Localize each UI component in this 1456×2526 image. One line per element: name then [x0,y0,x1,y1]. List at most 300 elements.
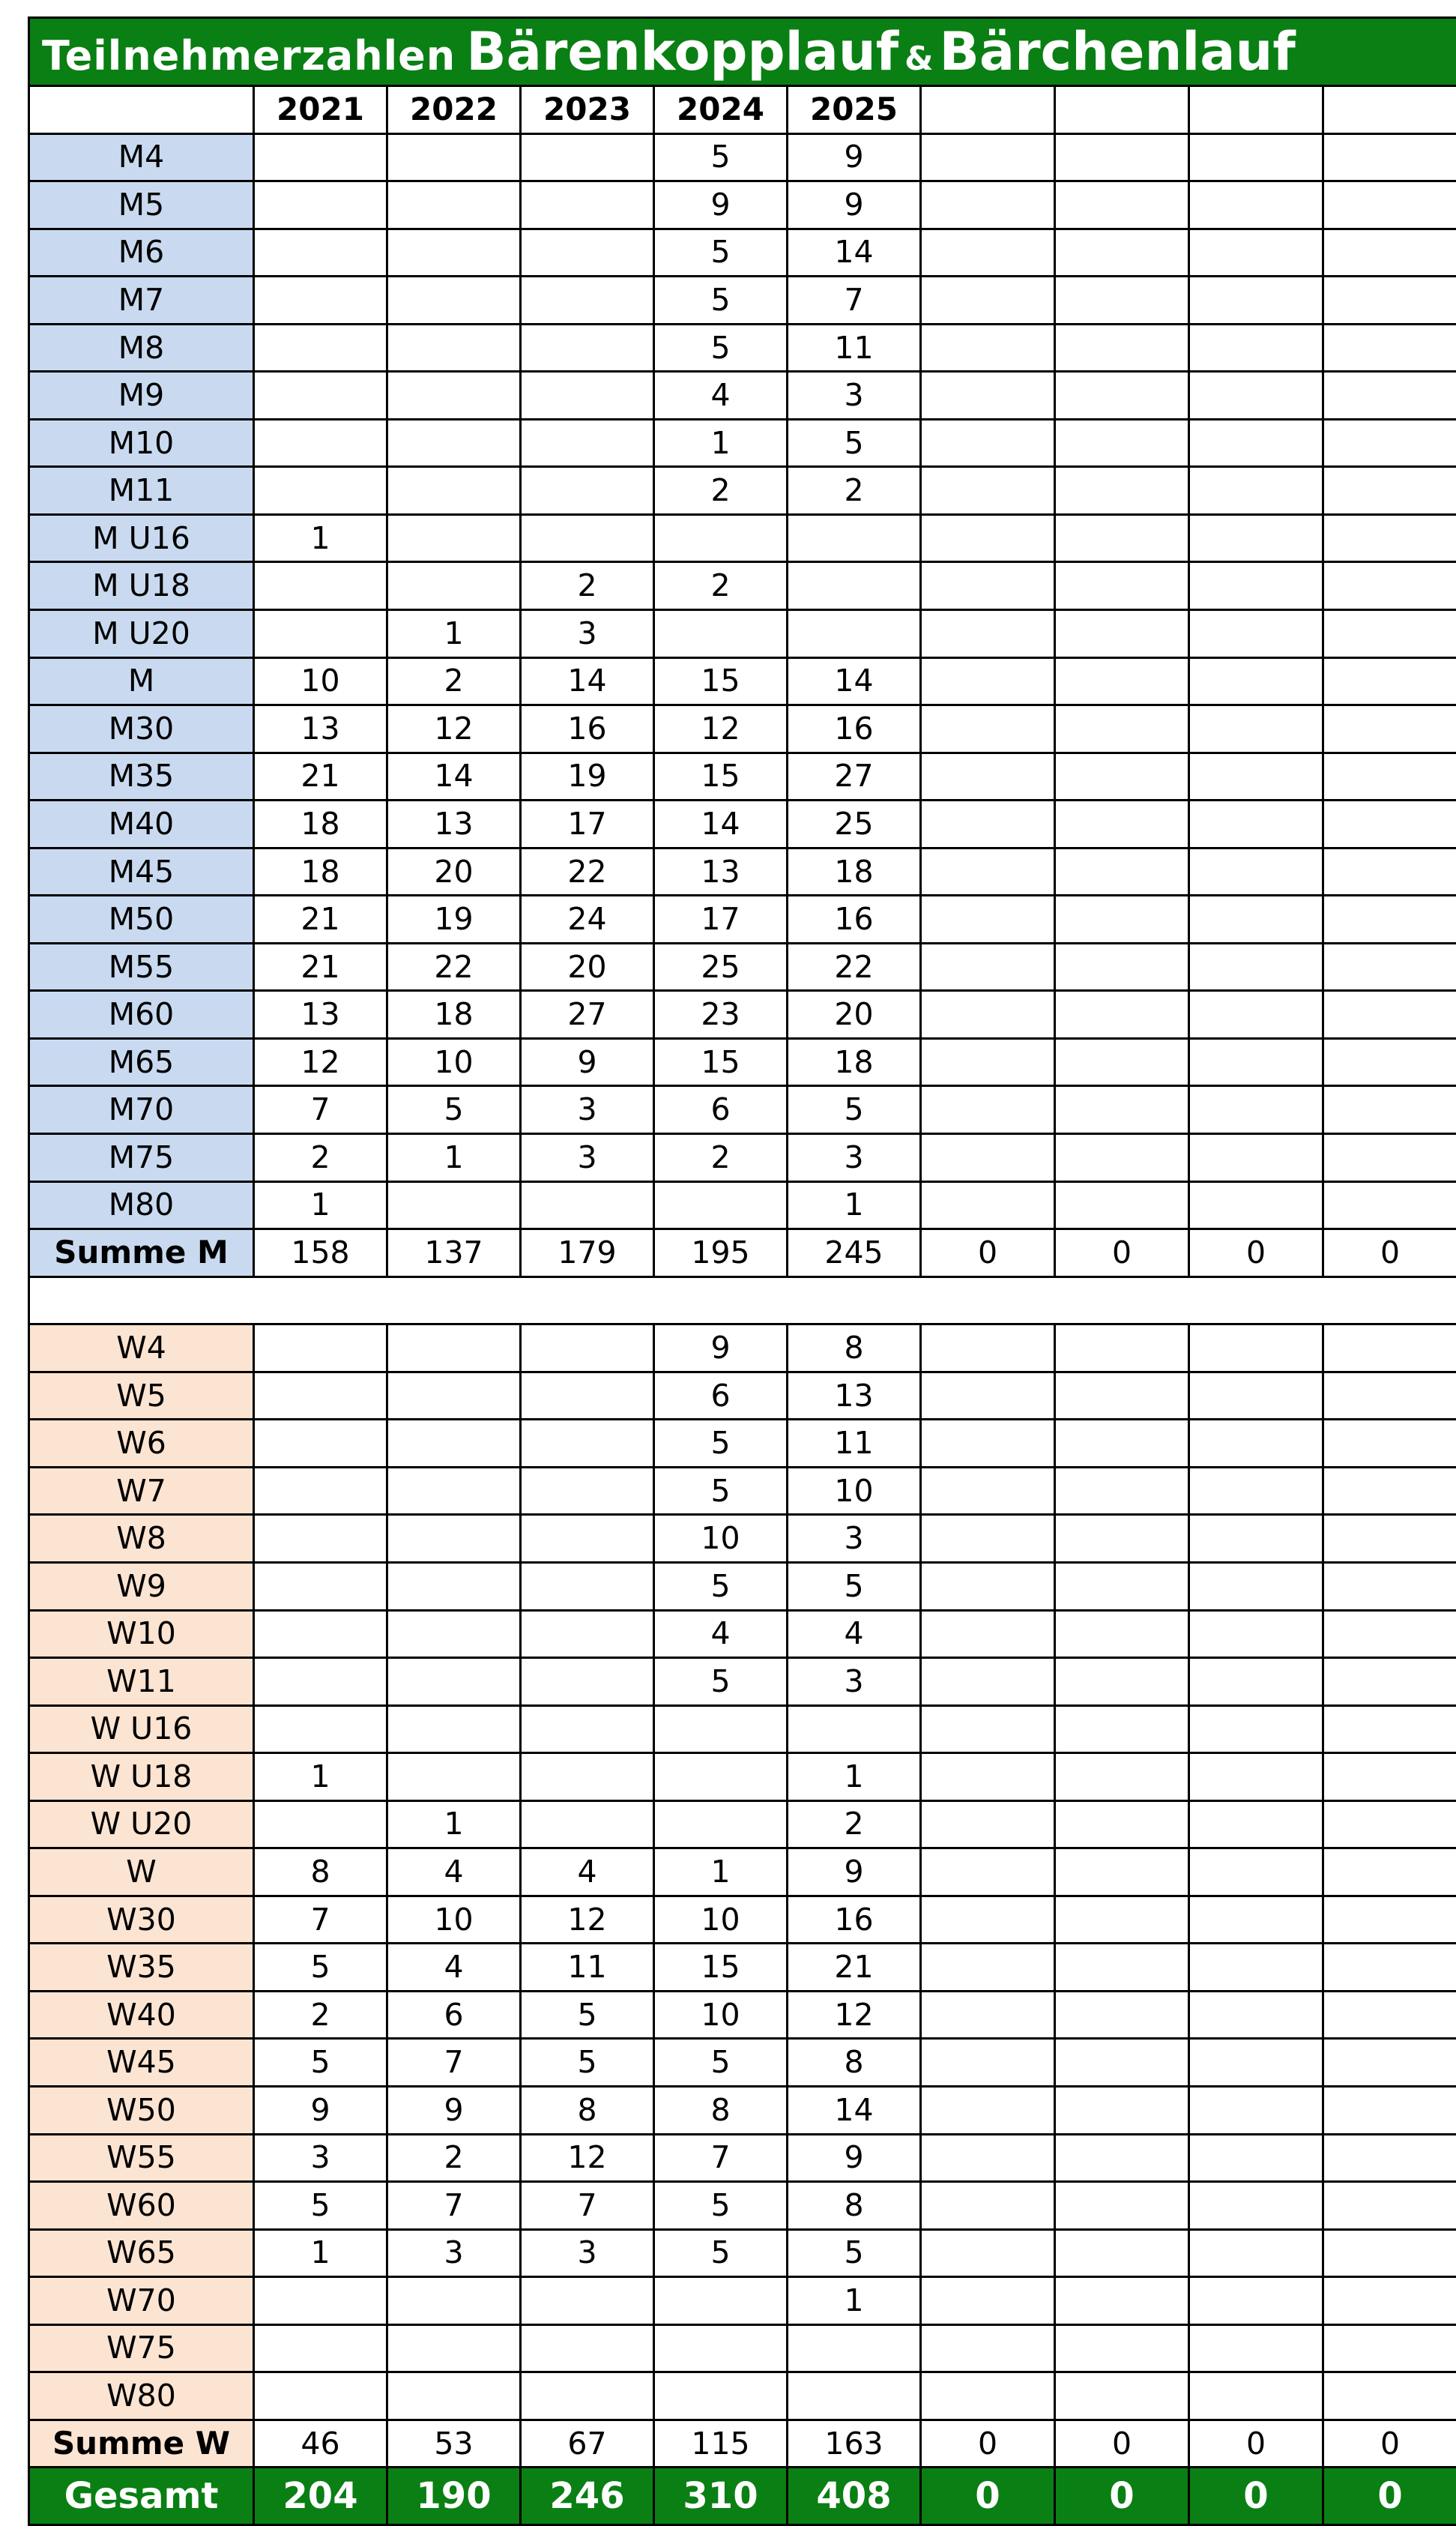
table-body [29,18,1456,2525]
count-cell [521,1610,654,1658]
count-cell: 3 [788,1515,921,1563]
count-cell [1323,1372,1456,1420]
category-label-men: M30 [29,705,254,753]
count-cell [387,419,521,467]
count-cell [1055,1467,1189,1515]
count-cell: 17 [521,801,654,848]
count-cell [1055,467,1189,515]
table-row [29,372,1456,420]
count-cell [1055,1181,1189,1229]
table-row [29,229,1456,277]
count-cell [1055,1562,1189,1610]
category-label-men: M70 [29,1086,254,1134]
count-cell: 7 [254,1896,387,1944]
count-cell [1189,1800,1323,1848]
table-row [29,1610,1456,1658]
category-label-men: M10 [29,419,254,467]
count-cell [387,467,521,515]
count-cell [788,1705,921,1753]
table-row [29,991,1456,1039]
category-label-women: W55 [29,2134,254,2182]
category-label-women: W45 [29,2039,254,2087]
count-cell [1055,1753,1189,1801]
count-cell: 13 [788,1372,921,1420]
table-row [29,324,1456,372]
count-cell [254,1705,387,1753]
category-label-men: M6 [29,229,254,277]
count-cell [921,991,1055,1039]
count-cell: 18 [387,991,521,1039]
count-cell [1055,1086,1189,1134]
count-cell [387,372,521,420]
count-cell [921,2086,1055,2134]
category-label-men: M65 [29,1038,254,1086]
count-cell [1323,181,1456,229]
category-label-men: M50 [29,896,254,944]
table-row [29,657,1456,705]
count-cell [1189,2372,1323,2420]
count-cell: 2 [788,1800,921,1848]
count-cell [387,1324,521,1372]
count-cell [1055,1372,1189,1420]
table-row [29,1896,1456,1944]
count-cell [254,1324,387,1372]
count-cell [521,2372,654,2420]
count-cell [1323,2277,1456,2325]
count-cell [254,1515,387,1563]
count-cell [1055,1038,1189,1086]
count-cell: 2 [387,2134,521,2182]
count-cell [921,467,1055,515]
table-row [29,1467,1456,1515]
count-cell [1055,1991,1189,2039]
count-cell [387,2277,521,2325]
count-cell [1189,1753,1323,1801]
count-cell [921,1181,1055,1229]
count-cell [1323,1753,1456,1801]
count-cell [521,419,654,467]
count-cell: 1 [254,1753,387,1801]
count-cell [1055,1610,1189,1658]
count-cell [254,1562,387,1610]
count-cell [1055,514,1189,562]
count-cell [921,229,1055,277]
count-cell: 20 [387,848,521,896]
total-cell: 204 [254,2468,387,2525]
count-cell: 5 [654,324,788,372]
count-cell [921,1753,1055,1801]
count-cell [1055,1420,1189,1468]
category-label-men: M60 [29,991,254,1039]
sum-cell-women: 0 [1189,2420,1323,2468]
table-row [29,801,1456,848]
count-cell [1189,1944,1323,1992]
count-cell [921,419,1055,467]
count-cell [521,1705,654,1753]
count-cell: 15 [654,657,788,705]
count-cell [1055,372,1189,420]
count-cell [1323,610,1456,658]
count-cell [1055,2229,1189,2277]
count-cell [788,514,921,562]
sum-cell-men: 0 [1323,1229,1456,1277]
count-cell [921,1562,1055,1610]
count-cell [1323,467,1456,515]
count-cell [521,1181,654,1229]
count-cell [921,562,1055,610]
category-label-women: W65 [29,2229,254,2277]
table-row [29,467,1456,515]
count-cell: 15 [654,753,788,801]
category-label-women: W35 [29,1944,254,1992]
count-cell [254,2277,387,2325]
count-cell [1189,801,1323,848]
count-cell: 8 [654,2086,788,2134]
count-cell [1055,1515,1189,1563]
count-cell [1189,991,1323,1039]
count-cell [1055,1896,1189,1944]
count-cell [254,133,387,181]
count-cell [1055,705,1189,753]
table-row [29,848,1456,896]
count-cell [521,1324,654,1372]
count-cell [1189,2134,1323,2182]
count-cell [254,1658,387,1706]
count-cell [921,943,1055,991]
count-cell [654,2372,788,2420]
count-cell: 5 [654,277,788,325]
count-cell: 19 [387,896,521,944]
count-cell: 5 [788,1086,921,1134]
count-cell [1055,991,1189,1039]
count-cell [387,1181,521,1229]
table-row [29,2372,1456,2420]
total-label: Gesamt [29,2468,254,2525]
count-cell [1323,562,1456,610]
count-cell: 5 [254,2039,387,2087]
count-cell [921,1800,1055,1848]
count-cell: 7 [521,2182,654,2230]
count-cell [921,2182,1055,2230]
count-cell: 27 [788,753,921,801]
count-cell [1189,705,1323,753]
count-cell [654,610,788,658]
count-cell [1189,277,1323,325]
count-cell [1323,2324,1456,2372]
count-cell [1323,419,1456,467]
count-cell [254,1800,387,1848]
count-cell: 1 [387,1134,521,1182]
sum-cell-men: 0 [1189,1229,1323,1277]
table-row [29,419,1456,467]
count-cell [1323,1848,1456,1896]
count-cell [921,181,1055,229]
count-cell [921,657,1055,705]
count-cell [1055,2277,1189,2325]
title-text-event-main: Bärenkopplauf [466,21,898,82]
count-cell [1055,133,1189,181]
category-label-women: W60 [29,2182,254,2230]
count-cell: 10 [654,1991,788,2039]
count-cell: 4 [654,1610,788,1658]
header-year-cell [1323,86,1456,134]
count-cell [1189,2086,1323,2134]
count-cell: 15 [654,1944,788,1992]
count-cell [1189,1610,1323,1658]
count-cell [387,1562,521,1610]
count-cell: 14 [788,229,921,277]
total-cell: 190 [387,2468,521,2525]
count-cell: 9 [387,2086,521,2134]
count-cell [1055,943,1189,991]
count-cell: 10 [654,1515,788,1563]
count-cell: 16 [788,896,921,944]
count-cell [1189,1848,1323,1896]
count-cell: 5 [254,1944,387,1992]
count-cell [921,1848,1055,1896]
count-cell: 5 [654,133,788,181]
count-cell [1323,1134,1456,1182]
category-label-women: W U20 [29,1800,254,1848]
count-cell [921,2229,1055,2277]
count-cell [1189,1038,1323,1086]
count-cell [1189,1324,1323,1372]
table-row [29,1420,1456,1468]
count-cell [921,1134,1055,1182]
count-cell: 2 [654,562,788,610]
count-cell: 2 [254,1991,387,2039]
count-cell: 2 [654,1134,788,1182]
title-row [29,18,1456,86]
table-row [29,2039,1456,2087]
count-cell [1323,991,1456,1039]
count-cell [921,372,1055,420]
count-cell [1189,1896,1323,1944]
count-cell [1055,277,1189,325]
category-label-women: W7 [29,1467,254,1515]
count-cell: 10 [387,1038,521,1086]
count-cell [254,2324,387,2372]
count-cell [254,562,387,610]
table-row [29,1848,1456,1896]
count-cell [921,753,1055,801]
count-cell: 1 [387,1800,521,1848]
table-row [29,1944,1456,1992]
sum-cell-women: 163 [788,2420,921,2468]
category-label-men: M11 [29,467,254,515]
count-cell: 4 [387,1944,521,1992]
count-cell [1189,1991,1323,2039]
count-cell: 8 [521,2086,654,2134]
count-cell [521,1467,654,1515]
count-cell: 5 [654,229,788,277]
count-cell [1323,2134,1456,2182]
table-row [29,1515,1456,1563]
count-cell [1055,419,1189,467]
header-year-cell [1189,86,1323,134]
count-cell: 9 [254,2086,387,2134]
table-row [29,753,1456,801]
count-cell [254,467,387,515]
count-cell: 14 [387,753,521,801]
category-label-women: W8 [29,1515,254,1563]
count-cell: 18 [254,848,387,896]
count-cell: 24 [521,896,654,944]
count-cell: 14 [654,801,788,848]
count-cell [1189,657,1323,705]
category-label-men: M U18 [29,562,254,610]
count-cell: 15 [654,1038,788,1086]
count-cell: 5 [654,2229,788,2277]
category-label-men: M55 [29,943,254,991]
count-cell [1055,1658,1189,1706]
count-cell: 21 [254,943,387,991]
count-cell [1323,229,1456,277]
category-label-women: W9 [29,1562,254,1610]
count-cell: 1 [654,419,788,467]
count-cell: 1 [254,514,387,562]
category-label-women: W40 [29,1991,254,2039]
count-cell [521,2324,654,2372]
count-cell: 5 [654,2039,788,2087]
count-cell [387,229,521,277]
count-cell [521,181,654,229]
total-cell: 246 [521,2468,654,2525]
count-cell [921,514,1055,562]
count-cell [921,1658,1055,1706]
count-cell: 2 [654,467,788,515]
header-corner-cell [29,86,254,134]
count-cell: 12 [387,705,521,753]
count-cell: 5 [254,2182,387,2230]
table-row [29,1086,1456,1134]
count-cell [1189,1658,1323,1706]
count-cell [1323,848,1456,896]
sum-cell-women: 0 [1323,2420,1456,2468]
count-cell [254,277,387,325]
count-cell: 25 [788,801,921,848]
count-cell: 1 [654,1848,788,1896]
sum-cell-women: 53 [387,2420,521,2468]
count-cell [1055,753,1189,801]
count-cell: 12 [654,705,788,753]
count-cell [1323,514,1456,562]
total-cell: 0 [1323,2468,1456,2525]
count-cell: 10 [254,657,387,705]
sum-cell-men: 0 [1055,1229,1189,1277]
category-label-women: W80 [29,2372,254,2420]
header-year-cell: 2021 [254,86,387,134]
count-cell [921,133,1055,181]
header-year-cell: 2023 [521,86,654,134]
count-cell [1189,1705,1323,1753]
count-cell: 7 [254,1086,387,1134]
count-cell [921,324,1055,372]
count-cell [921,1324,1055,1372]
count-cell: 21 [254,896,387,944]
sum-cell-men: 195 [654,1229,788,1277]
count-cell [1055,2134,1189,2182]
category-label-men: M35 [29,753,254,801]
sum-row-women [29,2420,1456,2468]
table-row [29,1181,1456,1229]
count-cell [1189,1372,1323,1420]
table-row [29,2324,1456,2372]
count-cell: 11 [788,324,921,372]
count-cell: 8 [788,2039,921,2087]
category-label-men: M75 [29,1134,254,1182]
count-cell [1323,705,1456,753]
count-cell: 1 [788,1181,921,1229]
count-cell: 7 [387,2182,521,2230]
table-row [29,562,1456,610]
count-cell [1189,2229,1323,2277]
table-row [29,133,1456,181]
count-cell [1323,2086,1456,2134]
count-cell [254,324,387,372]
count-cell [1189,1086,1323,1134]
count-cell [1189,419,1323,467]
table-row [29,1134,1456,1182]
count-cell [921,2039,1055,2087]
table-row [29,514,1456,562]
sum-cell-women: 0 [1055,2420,1189,2468]
count-cell: 1 [387,610,521,658]
count-cell: 2 [521,562,654,610]
count-cell: 9 [521,1038,654,1086]
count-cell [1323,1610,1456,1658]
count-cell [1189,753,1323,801]
count-cell [1055,324,1189,372]
count-cell: 10 [788,1467,921,1515]
count-cell: 19 [521,753,654,801]
count-cell [1189,943,1323,991]
count-cell [521,372,654,420]
count-cell [788,562,921,610]
count-cell [387,1610,521,1658]
table-row [29,2134,1456,2182]
section-divider [29,1276,1456,1324]
count-cell [1189,133,1323,181]
count-cell [1323,1991,1456,2039]
count-cell [254,1610,387,1658]
count-cell [1323,943,1456,991]
count-cell: 3 [387,2229,521,2277]
sum-cell-men: 179 [521,1229,654,1277]
count-cell: 7 [788,277,921,325]
count-cell [921,2372,1055,2420]
count-cell [521,467,654,515]
count-cell: 2 [254,1134,387,1182]
count-cell [254,229,387,277]
count-cell: 4 [654,372,788,420]
count-cell: 18 [254,801,387,848]
count-cell [1189,1181,1323,1229]
table-row [29,1753,1456,1801]
count-cell: 3 [254,2134,387,2182]
count-cell: 12 [254,1038,387,1086]
count-cell: 22 [387,943,521,991]
count-cell [387,1515,521,1563]
count-cell [521,1515,654,1563]
count-cell: 16 [788,705,921,753]
count-cell: 12 [521,2134,654,2182]
count-cell [1323,1705,1456,1753]
count-cell [1323,1562,1456,1610]
count-cell [1189,467,1323,515]
category-label-women: W U16 [29,1705,254,1753]
count-cell [1189,229,1323,277]
